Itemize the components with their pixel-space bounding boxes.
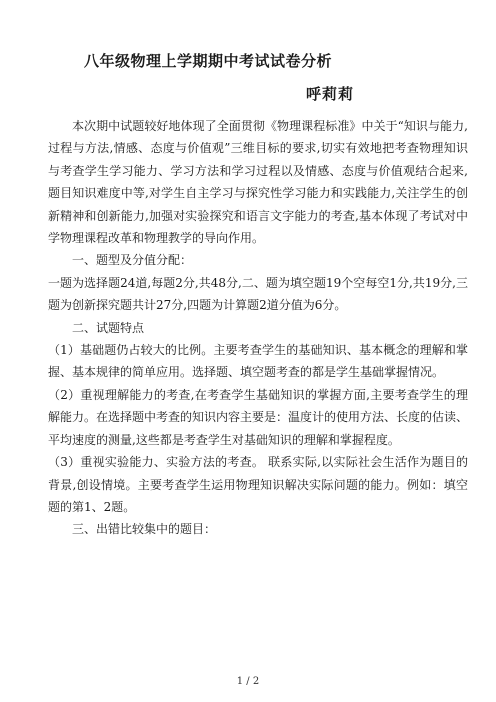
question-types-paragraph: 一题为选择题24道,每题2分,共48分,二、题为填空题19个空每空1分,共19分,三题为创新探究题共计27分,四题为计算题2道分值为6分。 (48, 275, 468, 313)
page-number: 1 / 2 (236, 676, 260, 687)
feature-point-3: （3）重视实验能力、实验方法的考查。 联系实际,以实际社会生活作为题目的背景,创设情境。主要考查学生运用物理知识解决实际问题的能力。例如：填空题的第1、2题。 (48, 455, 468, 514)
intro-paragraph: 本次期中试题较好地体现了全面贯彻《物理课程标准》中关于“知识与能力,过程与方法,情感、态度与价值观”三维目标的要求,切实有效地把考查物理知识与考查学生学习能力、学习方法和学习过程以及情感、态度与价值观结合起来,题目知识难度中等,对学生自主学习与探究性学习能力和实践能力,关注学生的创新精神和创新能力,加强对实验探究和语言文字能力的考查,基本体现了考试对中学物理课程改革和物理教学的导向作用。 (48, 119, 468, 246)
document-title: 八年级物理上学期期中考试试卷分析 (84, 52, 333, 70)
section-heading-common-errors: 三、出错比较集中的题目： (72, 522, 217, 537)
feature-point-1: （1）基础题仍占较大的比例。主要考查学生的基础知识、基本概念的理解和掌握、基本规律的简单应用。选择题、填空题考查的都是学生基础掌握情况。 (48, 343, 468, 380)
section-heading-question-types: 一、题型及分值分配： (72, 253, 193, 268)
feature-point-2: （2）重视理解能力的考查,在考查学生基础知识的掌握方面,主要考查学生的理解能力。在选择题中考查的知识内容主要是：温度计的使用方法、长度的估读、平均速度的测量,这些都是考查学生对基础知识的理解和掌握程度。 (48, 387, 469, 447)
document-body (48, 115, 468, 541)
section-heading-features: 二、试题特点 (72, 320, 145, 335)
document-author: 呼莉莉 (306, 85, 355, 103)
